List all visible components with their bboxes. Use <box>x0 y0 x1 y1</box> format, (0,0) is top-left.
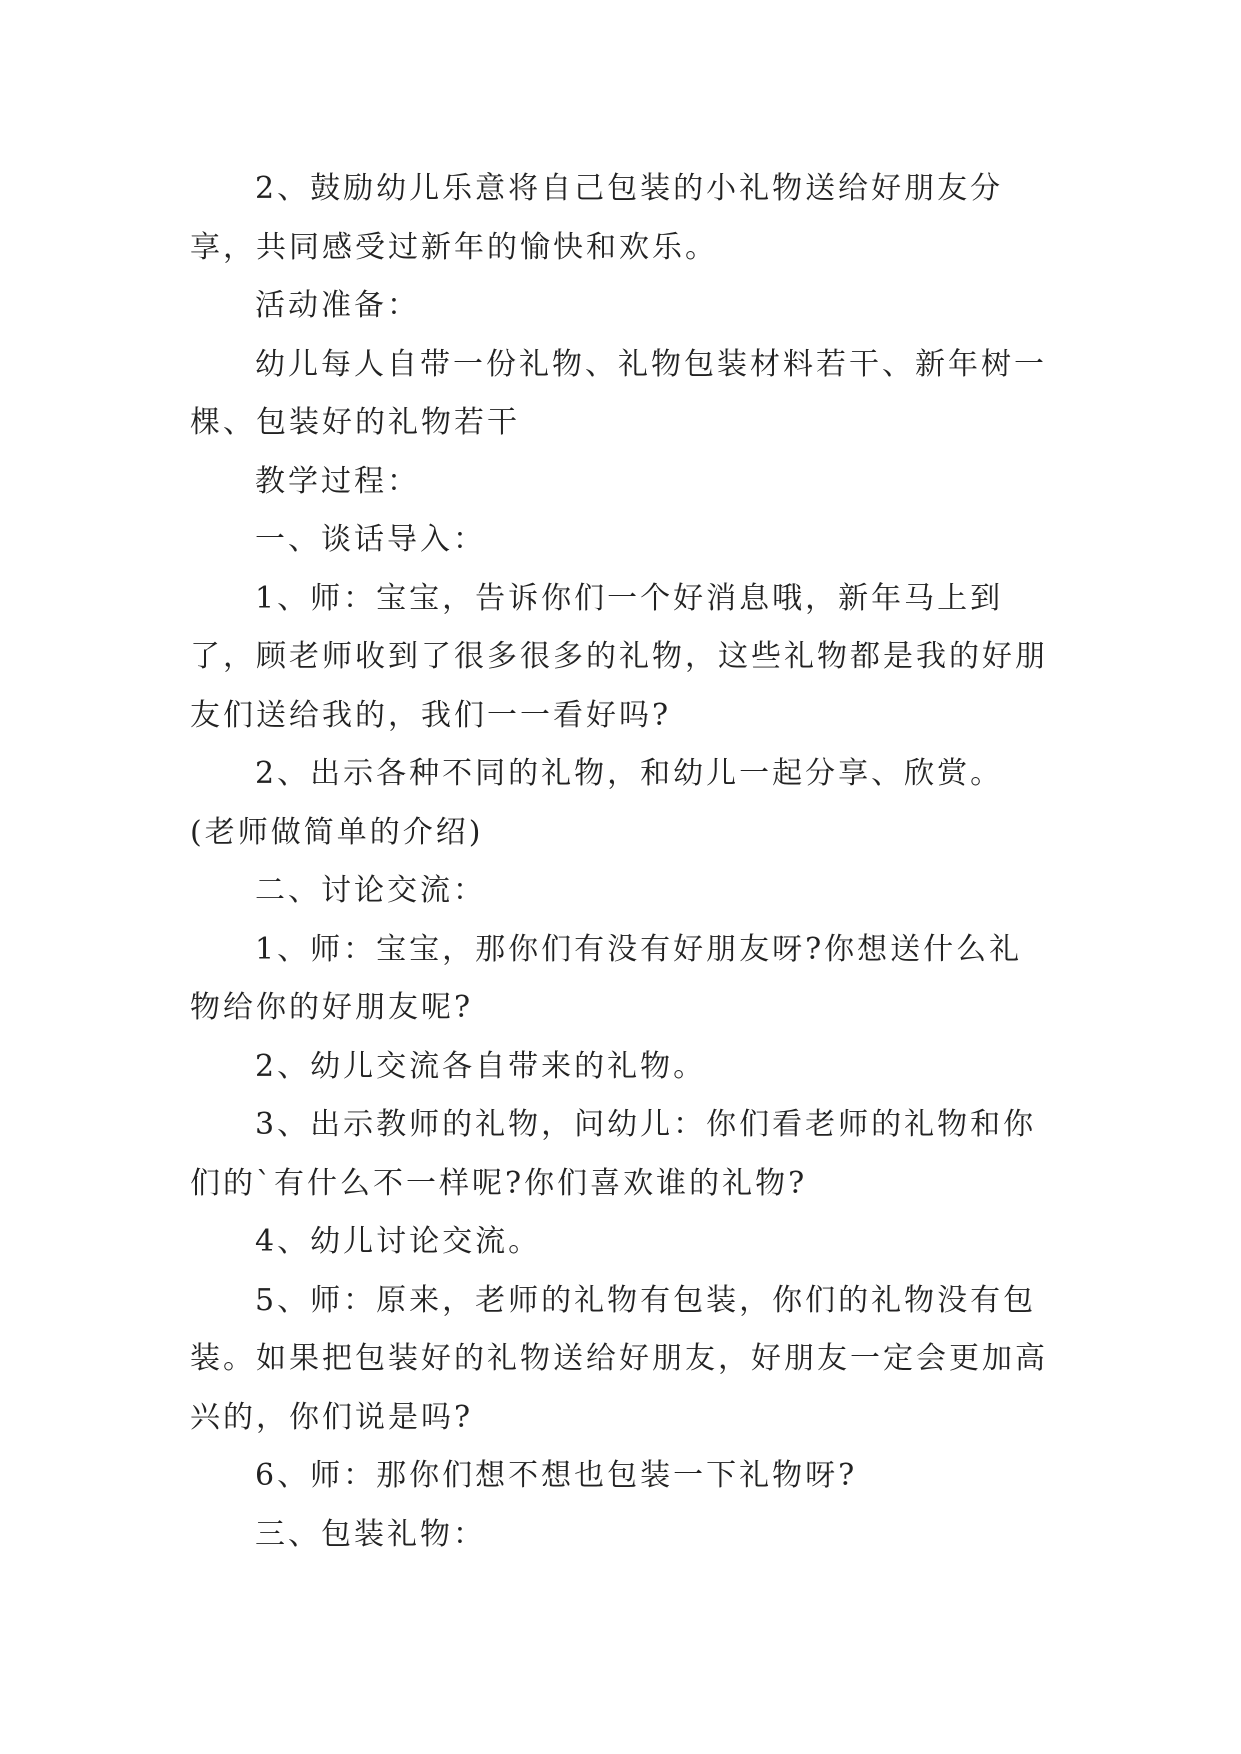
paragraph-step-2-1: 1、师：宝宝，那你们有没有好朋友呀?你想送什么礼物给你的好朋友呢? <box>190 931 1023 1025</box>
heading-section-2: 二、讨论交流： <box>255 873 486 908</box>
paragraph-step-2-2: 2、幼儿交流各自带来的礼物。 <box>255 1048 707 1084</box>
paragraph-step-2-6: 6、师：那你们想不想也包装一下礼物呀? <box>255 1458 858 1493</box>
paragraph-step-2-4: 4、幼儿讨论交流。 <box>255 1224 542 1259</box>
paragraph-step-2-5: 5、师：原来，老师的礼物有包装，你们的礼物没有包装。如果把包装好的礼物送给好朋友，好朋友一定会更加高兴的，你们说是吗? <box>190 1282 1048 1435</box>
paragraph-step-1-1: 1、师：宝宝，告诉你们一个好消息哦，新年马上到了，顾老师收到了很多很多的礼物，这些礼物都是我的好朋友们送给我的，我们一一看好吗? <box>190 580 1048 733</box>
paragraph-materials: 幼儿每人自带一份礼物、礼物包装材料若干、新年树一棵、包装好的礼物若干 <box>190 346 1047 440</box>
paragraph-step-1-2: 2、出示各种不同的礼物，和幼儿一起分享、欣赏。(老师做简单的介绍) <box>190 756 1004 850</box>
heading-section-1: 一、谈话导入： <box>255 522 486 557</box>
heading-teaching-process: 教学过程： <box>255 463 420 499</box>
paragraph-goal-2: 2、鼓励幼儿乐意将自己包装的小礼物送给好朋友分享，共同感受过新年的愉快和欢乐。 <box>190 171 1004 265</box>
heading-section-3: 三、包装礼物： <box>255 1516 486 1552</box>
paragraph-step-2-3: 3、出示教师的礼物，问幼儿：你们看老师的礼物和你们的`有什么不一样呢?你们喜欢谁的礼物? <box>190 1107 1037 1201</box>
heading-activity-preparation: 活动准备： <box>255 288 420 323</box>
document-body <box>190 160 1050 1564</box>
